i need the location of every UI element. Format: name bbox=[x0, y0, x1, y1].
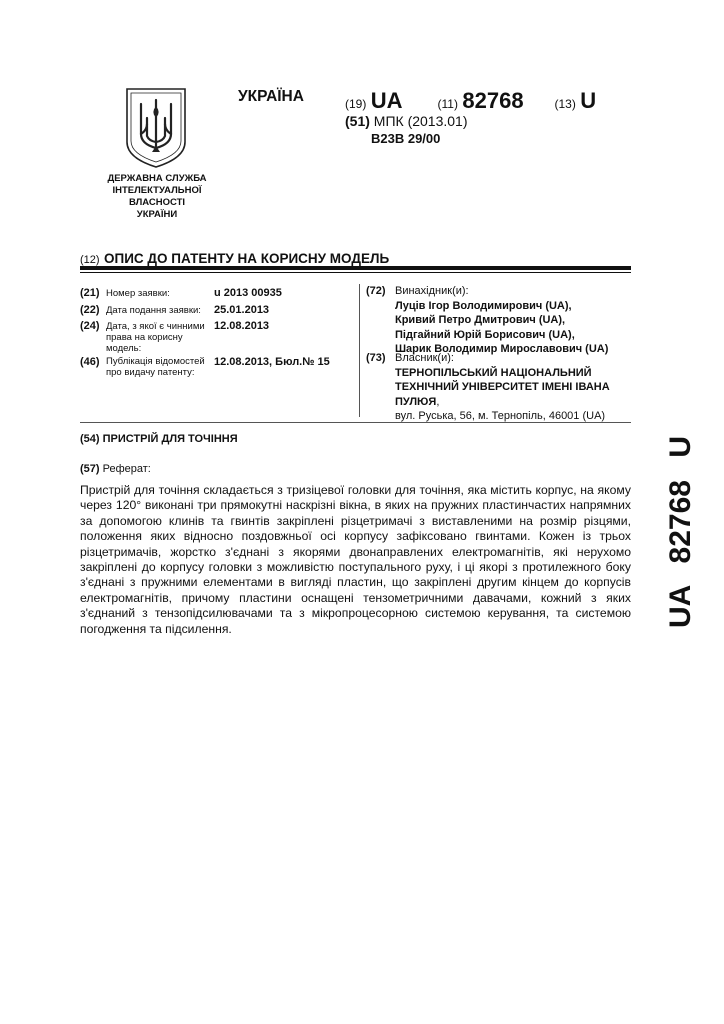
agency-name: ДЕРЖАВНА СЛУЖБА ІНТЕЛЕКТУАЛЬНОЇ ВЛАСНОСТІ УКРАЇНИ bbox=[107, 173, 207, 220]
abstract-text: Пристрій для точіння складається з тризіцевої головки для точіння, яка містить корпус, на якому через 120° виконані три прямокутні наскрізні вікна, в яких на пружних пластинчастих напрямних за допомогою клинів та гвинтів закріплені різцетримачі з виставленими на розмір різцями, положення яких відносно поздовжньої осі корпусу зафіксовано гвинтами. Кожен із трьох різцетримачів, жорстко з'єднані з якорями двонаправлених електромагнітів, які нерухомо закріплені до корпусу головки з можливістю поступального руху, і ці якорі з протилежного боку з'єднані з пружними елементами в вигляді пластин, що закріплені другим кінцем до корпусів електромагнітів, причому пластини оснащені тензометричними давачами, кожний з яких з'єднаний з тензопідсилювачами та з мікропроцесорною системою керування, та системою погодження та підсилення. bbox=[80, 483, 631, 636]
ipc-label: МПК (2013.01) bbox=[373, 113, 468, 129]
side-country-code: UA bbox=[664, 585, 697, 628]
trident-coat-of-arms-icon bbox=[123, 86, 189, 170]
country-name: УКРАЇНА bbox=[238, 88, 304, 105]
title-rule-thin bbox=[80, 272, 631, 273]
kind-code: U bbox=[580, 88, 597, 113]
invention-title: (54) ПРИСТРІЙ ДЛЯ ТОЧІННЯ bbox=[80, 433, 238, 445]
inventor-name: Луців Ігор Володимирович (UA), bbox=[395, 299, 572, 312]
inventor-name: Підгайний Юрій Борисович (UA), bbox=[395, 328, 575, 341]
document-title: (12) ОПИС ДО ПАТЕНТУ НА КОРИСНУ МОДЕЛЬ bbox=[80, 251, 390, 266]
abstract-heading: (57) Реферат: bbox=[80, 463, 151, 475]
code-51: (51) bbox=[345, 113, 370, 129]
owner-label: Власник(и): bbox=[395, 352, 454, 364]
svg-text:UA 82768 U bbox=[664, 436, 697, 628]
column-divider bbox=[359, 284, 360, 417]
patent-number: 82768 bbox=[462, 88, 524, 113]
owner-name-line: ТЕХНІЧНИЙ УНІВЕРСИТЕТ ІМЕНІ ІВАНА bbox=[395, 381, 610, 393]
inventor-name: Шарик Володимир Мирославович (UA) bbox=[395, 343, 609, 355]
code-13: (13) bbox=[554, 97, 576, 111]
inventor-name: Кривий Петро Дмитрович (UA), bbox=[395, 314, 566, 326]
owner-address: вул. Руська, 56, м. Тернопіль, 46001 (UA) bbox=[395, 410, 606, 422]
side-patent-label bbox=[644, 435, 706, 628]
ipc-class: B23B 29/00 bbox=[371, 131, 441, 146]
country-code: UA bbox=[370, 88, 403, 113]
title-rule-thick bbox=[80, 266, 631, 270]
inventors-label: Винахідник(и): bbox=[395, 285, 469, 297]
owner-name-line: ТЕРНОПІЛЬСЬКИЙ НАЦІОНАЛЬНИЙ bbox=[395, 366, 592, 379]
code-11: (11) bbox=[437, 97, 458, 111]
owner-name-line: ПУЛЮЯ bbox=[395, 395, 437, 408]
side-patent-number: 82768 bbox=[664, 480, 697, 564]
publication-codes bbox=[345, 88, 596, 114]
ipc-line bbox=[345, 113, 468, 129]
section-divider bbox=[80, 422, 631, 423]
side-kind-code: U bbox=[664, 435, 697, 458]
code-19: (19) bbox=[345, 97, 367, 111]
